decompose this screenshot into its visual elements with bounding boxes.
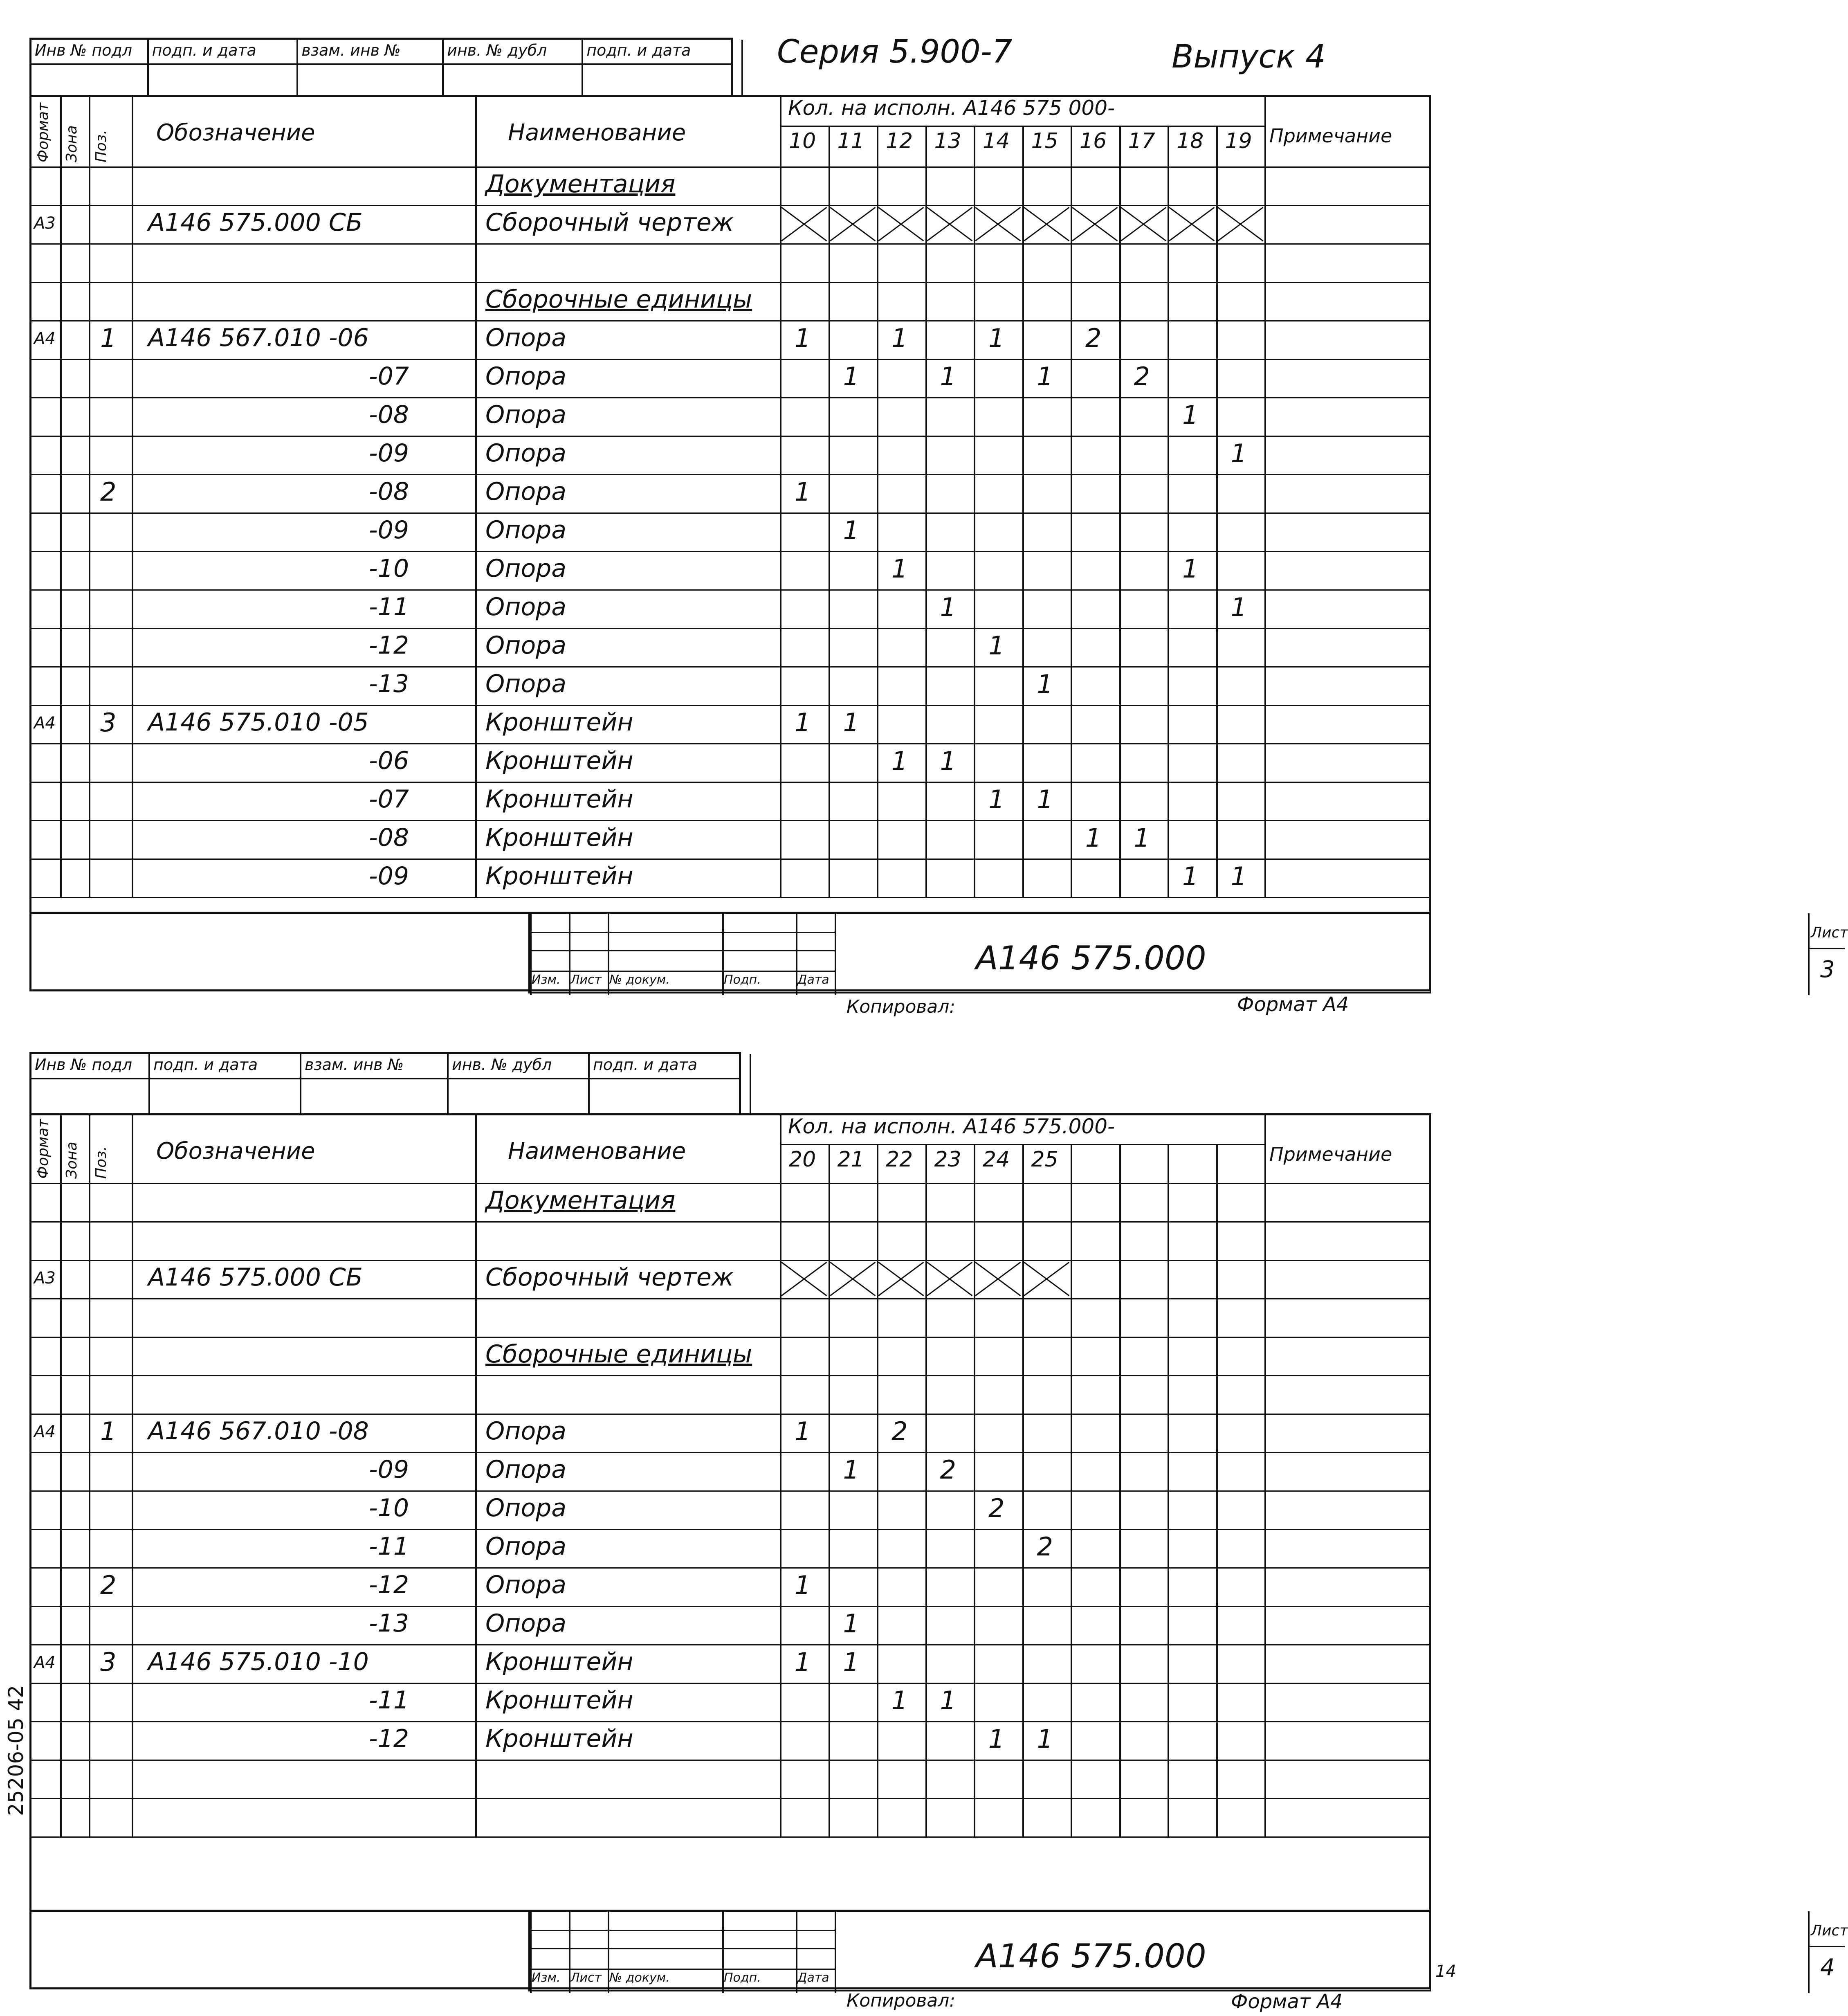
column-divider [60,1115,62,1836]
row-name: Документация [485,1186,676,1215]
row-line [31,743,1431,744]
variant-number: 11 [837,129,864,153]
title-cell-label: Изм. [532,973,561,987]
column-divider [89,97,90,897]
quantity-value: 1 [891,323,908,353]
row-name: Кронштейн [485,823,633,852]
row-line [31,1760,1431,1761]
quantity-value: 1 [843,515,859,545]
row-line [31,436,1431,437]
crossed-cell [1168,205,1216,243]
column-header-designation: Обозначение [156,1138,315,1164]
row-designation: -13 [369,670,409,698]
variant-number: 20 [789,1147,816,1172]
variant-number: 24 [983,1147,1010,1172]
row-name: Кронштейн [485,1724,633,1753]
stamp-label: инв. № дубл [452,1056,552,1074]
variant-number: 15 [1031,129,1058,153]
row-name: Опора [485,400,567,429]
row-name: Кронштейн [485,1686,633,1715]
sheet-number: 3 [1820,956,1835,983]
row-name: Опора [485,554,567,583]
title-cell-label: Дата [797,1971,829,1985]
qty-header: Кол. на исполн. А146 575 000- [788,96,1115,120]
row-line [31,1490,1431,1492]
stamp-label: взам. инв № [301,41,401,59]
column-divider [132,97,133,897]
qty-header: Кол. на исполн. А146 575.000- [788,1115,1115,1138]
variant-number: 17 [1128,129,1155,153]
quantity-value: 1 [940,1686,956,1715]
row-line [31,397,1431,398]
row-line [31,859,1431,860]
crossed-cell [1022,205,1071,243]
row-format: А4 [34,714,56,733]
title-grid-row [530,950,835,951]
row-line [31,1721,1431,1722]
crossed-cell [1071,205,1119,243]
spec-sheet-3 [29,95,1848,991]
column-divider [60,97,62,897]
row-line [31,782,1431,783]
row-designation: -09 [369,516,409,544]
row-name: Опора [485,1417,567,1445]
crossed-cell [780,1260,829,1298]
variant-number: 14 [983,129,1010,153]
copied-label-sheet-3: Копировал: [847,996,956,1017]
title-grid-row [530,971,835,972]
row-line [31,1798,1431,1799]
quantity-value: 1 [1037,1724,1053,1754]
row-designation: -11 [369,1686,409,1715]
quantity-value: 1 [1231,861,1247,891]
row-designation: А146 567.010 -08 [148,1417,369,1445]
crossed-cell [877,1260,925,1298]
row-name: Сборочный чертеж [485,208,734,237]
row-line [31,320,1431,321]
column-divider [132,1115,133,1836]
sheet-no-line [1808,1946,1845,1947]
row-name: Опора [485,1571,567,1599]
sheet-label: Лист [1811,1922,1848,1939]
row-line [31,551,1431,552]
row-designation: -10 [369,1494,409,1522]
quantity-value: 1 [988,1724,1005,1754]
row-designation: -09 [369,862,409,890]
title-grid-line [835,1911,836,1993]
row-line [31,589,1431,591]
title-block [528,1910,1848,1991]
crossed-cell [925,1260,974,1298]
column-header-note: Примечание [1269,1143,1392,1165]
row-designation: А146 575.010 -05 [148,708,369,737]
sheet-no-divider [1808,1911,1810,1993]
title-grid-row [530,1930,835,1931]
quantity-value: 1 [1037,362,1053,391]
row-designation: -07 [369,785,409,814]
row-name: Опора [485,593,567,621]
column-header-pos: Поз. [93,130,110,162]
row-name: Опора [485,631,567,660]
quantity-value: 2 [1085,323,1102,353]
copied-label-sheet-4: Копировал: [847,1990,956,2011]
row-designation: -08 [369,477,409,506]
row-line [31,1221,1431,1223]
title-grid-line [835,913,836,995]
title-grid-row [530,1969,835,1970]
document-code: А146 575.000 [976,1937,1206,1975]
row-line [31,1414,1431,1415]
crossed-cell [974,1260,1022,1298]
quantity-value: 1 [988,784,1005,814]
row-designation: -13 [369,1609,409,1638]
header-bottom-line [31,1183,1431,1184]
quantity-value: 1 [843,362,859,391]
row-designation: -08 [369,400,409,429]
column-divider [1264,97,1266,897]
row-line [31,897,1431,898]
variant-number: 21 [837,1147,864,1172]
variant-number: 25 [1031,1147,1058,1172]
row-position: 2 [100,477,117,507]
row-name: Документация [485,170,676,198]
row-designation: А146 575.000 СБ [148,1263,363,1292]
column-header-designation: Обозначение [156,119,315,146]
variant-number: 18 [1177,129,1204,153]
stamp-label: подп. и дата [593,1056,698,1074]
row-line [31,1298,1431,1299]
row-designation: -11 [369,1532,409,1561]
row-name: Кронштейн [485,708,633,737]
variant-number: 19 [1225,129,1252,153]
quantity-value: 1 [1182,861,1199,891]
row-designation: -09 [369,1455,409,1484]
quantity-value: 1 [891,1686,908,1715]
row-designation: -07 [369,362,409,391]
quantity-value: 1 [1134,823,1150,853]
row-designation: -12 [369,1571,409,1599]
row-name: Сборочный чертеж [485,1263,734,1292]
quantity-value: 2 [1134,362,1150,391]
row-format: А3 [34,214,56,233]
crossed-cell [780,205,829,243]
row-name: Кронштейн [485,785,633,814]
qty-header-divider [780,126,1264,127]
quantity-value: 1 [1231,438,1247,468]
quantity-value: 1 [843,1647,859,1677]
variant-number: 23 [934,1147,961,1172]
column-divider [89,1115,90,1836]
series-label: Серия 5.900-7 [777,34,1013,70]
crossed-cell [1022,1260,1071,1298]
stamp-label: взам. инв № [305,1056,404,1074]
sheet-no-line [1808,948,1845,949]
crossed-cell [974,205,1022,243]
corner-mark: 14 [1435,1962,1456,1981]
title-cell-label: Подп. [724,1971,761,1985]
row-line [31,705,1431,706]
row-line [31,359,1431,360]
row-position: 3 [100,1647,117,1677]
title-cell-label: № докум. [609,973,670,987]
vertical-archive-code: 25206-05 42 [4,1685,28,1816]
title-cell-label: № докум. [609,1971,670,1985]
row-name: Опора [485,477,567,506]
stamp-label: инв. № дубл [447,41,547,59]
quantity-value: 1 [940,592,956,622]
row-line [31,1683,1431,1684]
quantity-value: 1 [1037,669,1053,699]
row-designation: А146 575.010 -10 [148,1647,369,1676]
quantity-value: 2 [1037,1532,1053,1562]
row-designation: -09 [369,439,409,467]
row-line [31,628,1431,629]
row-name: Опора [485,670,567,698]
row-line [31,1567,1431,1569]
format-label-sheet-4: Формат А4 [1231,1990,1343,2013]
row-name: Опора [485,1455,567,1484]
stamp-label: подп. и дата [153,1056,258,1074]
quantity-value: 1 [1037,784,1053,814]
stamp-label: Инв № подл [35,1056,132,1074]
quantity-value: 1 [1231,592,1247,622]
title-cell-label: Дата [797,973,829,987]
crossed-cell [829,205,877,243]
row-position: 3 [100,708,117,737]
row-position: 1 [100,1416,117,1446]
row-designation: -08 [369,823,409,852]
title-block [528,912,1848,993]
column-header-note: Примечание [1269,125,1392,147]
row-position: 1 [100,323,117,353]
quantity-value: 1 [891,554,908,584]
row-line [31,243,1431,245]
quantity-value: 1 [988,631,1005,661]
row-designation: -12 [369,1724,409,1753]
header-bottom-line [31,166,1431,168]
document-code: А146 575.000 [976,939,1206,977]
row-name: Кронштейн [485,862,633,890]
row-name: Кронштейн [485,1647,633,1676]
quantity-value: 1 [940,746,956,776]
title-cell-label: Лист [570,1971,602,1985]
crossed-cell [877,205,925,243]
qty-header-divider [780,1144,1264,1145]
variant-number: 12 [886,129,913,153]
quantity-value: 1 [988,323,1005,353]
crossed-cell [925,205,974,243]
row-designation: А146 567.010 -06 [148,324,369,352]
title-cell-label: Изм. [532,1971,561,1985]
quantity-value: 1 [843,708,859,737]
row-line [31,1375,1431,1376]
row-format: А3 [34,1269,56,1288]
title-grid-row [530,1948,835,1949]
quantity-value: 1 [891,746,908,776]
row-name: Кронштейн [485,746,633,775]
variant-number: 13 [934,129,961,153]
column-divider [1264,1115,1266,1836]
quantity-value: 1 [795,1570,811,1600]
column-header-zone: Зона [63,1142,80,1179]
stamp-label: подп. и дата [586,41,691,59]
column-header-format: Формат [35,102,52,162]
column-header-name: Наименование [508,119,686,146]
variant-number: 22 [886,1147,913,1172]
crossed-cell [829,1260,877,1298]
column-header-zone: Зона [63,125,80,162]
column-divider [780,1115,781,1836]
quantity-value: 2 [988,1493,1005,1523]
row-format: А4 [34,1653,56,1672]
stamp-label: подп. и дата [152,41,256,59]
row-designation: -12 [369,631,409,660]
variant-number: 10 [789,129,816,153]
row-format: А4 [34,329,56,348]
row-line [31,474,1431,475]
column-header-name: Наименование [508,1138,686,1164]
row-name: Сборочные единицы [485,1340,752,1369]
crossed-cell [1119,205,1168,243]
row-line [31,1606,1431,1607]
row-line [31,282,1431,283]
column-divider [475,97,477,897]
title-cell-label: Подп. [724,973,761,987]
row-name: Опора [485,362,567,391]
quantity-value: 1 [1182,400,1199,430]
row-line [31,1529,1431,1530]
row-name: Опора [485,516,567,544]
column-header-format: Формат [35,1119,52,1179]
row-line [31,1452,1431,1453]
row-line [31,1260,1431,1261]
row-designation: А146 575.000 СБ [148,208,363,237]
variant-number: 16 [1080,129,1107,153]
stamp-label: Инв № подл [35,41,132,59]
row-line [31,512,1431,514]
format-label-sheet-3: Формат А4 [1237,993,1349,1016]
spec-sheet-4 [29,1113,1848,1989]
sheet-number: 4 [1820,1954,1835,1981]
row-name: Опора [485,1494,567,1522]
sheet-label: Лист [1811,924,1848,941]
quantity-value: 1 [795,708,811,737]
row-name: Опора [485,324,567,352]
issue-label: Выпуск 4 [1172,38,1326,75]
quantity-value: 1 [1085,823,1102,853]
title-cell-label: Лист [570,973,602,987]
row-name: Опора [485,439,567,467]
row-position: 2 [100,1570,117,1600]
column-divider [475,1115,477,1836]
sheet-no-divider [1808,913,1810,995]
row-name: Опора [485,1609,567,1638]
approval-stamp-sheet-4 [29,1052,741,1115]
quantity-value: 2 [891,1416,908,1446]
quantity-value: 1 [940,362,956,391]
column-header-pos: Поз. [93,1146,110,1179]
crossed-cell [1216,205,1265,243]
row-designation: -06 [369,746,409,775]
quantity-value: 1 [795,1647,811,1677]
row-line [31,1337,1431,1338]
approval-stamp-sheet-3 [29,38,733,97]
row-name: Опора [485,1532,567,1561]
row-format: А4 [34,1423,56,1441]
row-line [31,1836,1431,1838]
row-line [31,820,1431,821]
row-line [31,666,1431,668]
quantity-value: 1 [795,477,811,507]
quantity-value: 1 [795,323,811,353]
quantity-value: 1 [843,1455,859,1485]
quantity-value: 2 [940,1455,956,1485]
quantity-value: 1 [843,1609,859,1638]
row-designation: -10 [369,554,409,583]
row-designation: -11 [369,593,409,621]
quantity-value: 1 [795,1416,811,1446]
row-line [31,1644,1431,1645]
title-grid-row [530,932,835,933]
quantity-value: 1 [1182,554,1199,584]
row-name: Сборочные единицы [485,285,752,314]
